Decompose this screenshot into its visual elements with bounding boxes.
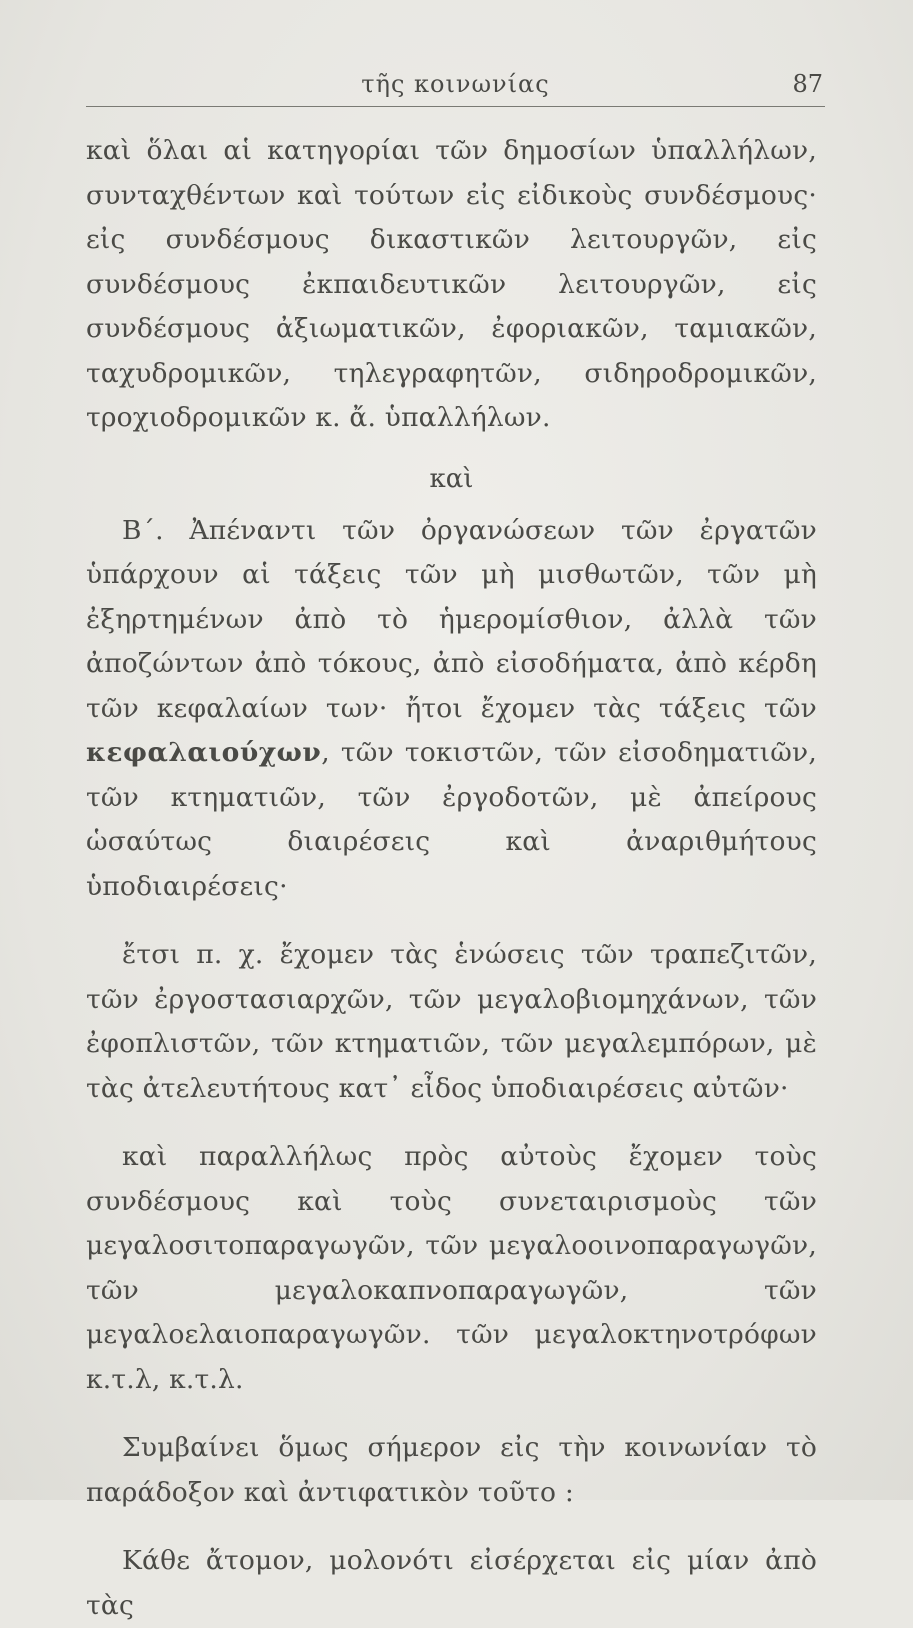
centered-conjunction: καὶ — [429, 463, 474, 494]
paragraph-civil-servants: καὶ ὅλαι αἱ κατηγορίαι τῶν δημοσίων ὑπαλλήλων, συνταχθέντων καὶ τούτων εἰς εἰδικοὺς συνδέσμους· εἰς συνδέσμους δικαστικῶν λειτουργῶν, εἰς συνδέσμους ἐκπαιδευτικῶν λειτουργῶν, εἰς συνδέσμους ἀξιωματικῶν, ἐφοριακῶν, ταμιακῶν, ταχυδρομικῶν, τηλεγραφητῶν, σιδηροδρομικῶν, τροχιοδρομικῶν κ. ἄ. ὑπαλλήλων. — [86, 135, 817, 433]
paragraph-cooperatives: καὶ παραλλήλως πρὸς αὐτοὺς ἔχομεν τοὺς συνδέσμους καὶ τοὺς συνεταιρισμοὺς τῶν μεγαλοσιτοπαραγωγῶν, τῶν μεγαλοοινοπαραγωγῶν, τῶν μεγαλοκαπνοπαραγωγῶν, τῶν μεγαλοελαιοπαραγωγῶν. τῶν μεγαλοκτηνοτρόφων κ.τ.λ, κ.τ.λ. — [86, 1141, 817, 1395]
body-text — [86, 129, 817, 1628]
paragraph-unions: ἔτσι π. χ. ἔχομεν τὰς ἑνώσεις τῶν τραπεζιτῶν, τῶν ἐργοστασιαρχῶν, τῶν μεγαλοβιομηχάνων, τῶν ἐφοπλιστῶν, τῶν κτηματιῶν, τῶν μεγαλεμπόρων, μὲ τὰς ἀτελευτήτους κατ᾿ εἶδος ὑποδιαιρέσεις αὐτῶν· — [86, 939, 817, 1104]
paragraph-section-b-end: , τῶν τοκιστῶν, τῶν εἰσοδηματιῶν, τῶν κτηματιῶν, τῶν ἐργοδοτῶν, μὲ ἀπείρους ὡσαύτως διαιρέσεις καὶ ἀναριθμήτους ὑποδιαιρέσεις· — [86, 737, 817, 902]
paragraph-individual: Κάθε ἄτομον, μολονότι εἰσέρχεται εἰς μίαν ἀπὸ τὰς — [86, 1545, 817, 1621]
paragraph-paradox: Συμβαίνει ὅμως σήμερον εἰς τὴν κοινωνίαν τὸ παράδοξον καὶ ἀντιφατικὸν τοῦτο : — [86, 1432, 817, 1508]
running-header — [86, 62, 825, 107]
running-title: τῆς κοινωνίας — [361, 70, 550, 98]
paragraph-section-b — [86, 509, 817, 910]
emphasized-term: κεφαλαιούχων — [86, 737, 322, 768]
paragraph-section-b-start: Β΄. Ἀπέναντι τῶν ὀργανώσεων τῶν ἐργατῶν ὑπάρχουν αἱ τάξεις τῶν μὴ μισθωτῶν, τῶν μὴ ἐξηρτημένων ἀπὸ τὸ ἡμερομίσθιον, ἀλλὰ τῶν ἀποζώντων ἀπὸ τόκους, ἀπὸ εἰσοδήματα, ἀπὸ κέρδη τῶν κεφαλαίων των· ἤτοι ἔχομεν τὰς τάξεις τῶν — [86, 514, 817, 724]
page-number: 87 — [792, 70, 823, 98]
